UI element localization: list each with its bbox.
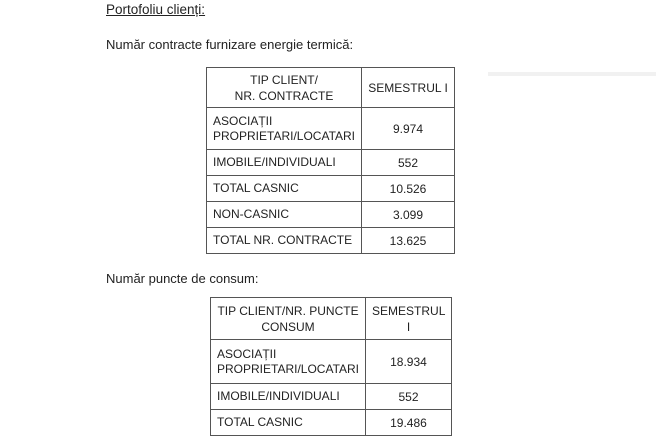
row-value: 10.526 bbox=[362, 176, 455, 202]
table-header-row bbox=[207, 68, 455, 108]
column-header-semester: SEMESTRUL I bbox=[362, 68, 455, 108]
row-label: ASOCIAȚII PROPRIETARI/LOCATARI bbox=[207, 108, 362, 150]
row-value: 3.099 bbox=[362, 202, 455, 228]
table-row bbox=[211, 384, 452, 410]
table-row bbox=[211, 410, 452, 436]
row-label: TOTAL CASNIC bbox=[207, 176, 362, 202]
table-row bbox=[207, 202, 455, 228]
table-row bbox=[207, 150, 455, 176]
row-label: IMOBILE/INDIVIDUALI bbox=[211, 384, 366, 410]
column-header-client-type: TIP CLIENT/ NR. CONTRACTE bbox=[207, 68, 362, 108]
table-header-row bbox=[211, 298, 452, 340]
consumption-points-caption: Număr puncte de consum: bbox=[106, 271, 259, 286]
table-row bbox=[207, 176, 455, 202]
column-header-semester: SEMESTRUL I bbox=[366, 298, 452, 340]
scan-smudge bbox=[488, 72, 656, 76]
row-value: 18.934 bbox=[366, 340, 452, 384]
row-label: NON-CASNIC bbox=[207, 202, 362, 228]
row-value: 552 bbox=[366, 384, 452, 410]
section-heading: Portofoliu clienți: bbox=[106, 2, 206, 17]
consumption-points-table bbox=[210, 297, 452, 436]
table-row bbox=[207, 228, 455, 254]
contracts-table bbox=[206, 67, 455, 254]
row-label: ASOCIAȚII PROPRIETARI/LOCATARI bbox=[211, 340, 366, 384]
table-row bbox=[211, 340, 452, 384]
row-label: TOTAL CASNIC bbox=[211, 410, 366, 436]
row-value: 19.486 bbox=[366, 410, 452, 436]
row-value: 9.974 bbox=[362, 108, 455, 150]
row-value: 13.625 bbox=[362, 228, 455, 254]
row-label: IMOBILE/INDIVIDUALI bbox=[207, 150, 362, 176]
row-value: 552 bbox=[362, 150, 455, 176]
column-header-client-type: TIP CLIENT/NR. PUNCTE CONSUM bbox=[211, 298, 366, 340]
table-row bbox=[207, 108, 455, 150]
contracts-caption: Număr contracte furnizare energie termică: bbox=[106, 37, 354, 52]
row-label: TOTAL NR. CONTRACTE bbox=[207, 228, 362, 254]
